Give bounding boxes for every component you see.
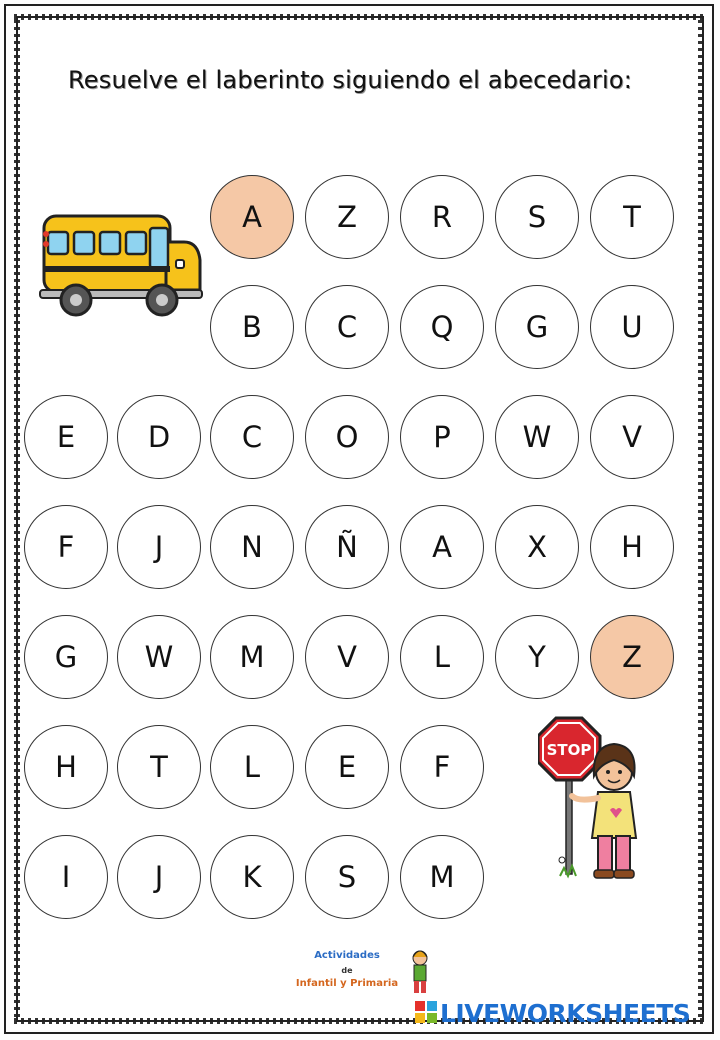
maze-cell[interactable]: S <box>305 835 389 919</box>
girl-stop-sign-icon <box>538 714 642 884</box>
stop-sign-text: STOP <box>546 741 592 759</box>
maze-cell[interactable]: W <box>495 395 579 479</box>
maze-cell[interactable]: Y <box>495 615 579 699</box>
worksheet-title: Resuelve el laberinto siguiendo el abecedario: <box>67 66 632 94</box>
liveworksheets-brand <box>414 996 710 1030</box>
maze-cell[interactable]: J <box>117 505 201 589</box>
maze-cell[interactable]: O <box>305 395 389 479</box>
maze-cell[interactable]: W <box>117 615 201 699</box>
maze-cell[interactable]: S <box>495 175 579 259</box>
maze-cell[interactable]: P <box>400 395 484 479</box>
maze-cell[interactable]: I <box>24 835 108 919</box>
maze-cell[interactable]: B <box>210 285 294 369</box>
maze-cell-end[interactable]: Z <box>590 615 674 699</box>
maze-cell[interactable]: V <box>305 615 389 699</box>
maze-cell[interactable]: Q <box>400 285 484 369</box>
logo-line-3: Infantil y Primaria <box>295 978 399 989</box>
maze-cell[interactable]: Z <box>305 175 389 259</box>
logo-line-2: de <box>341 966 353 975</box>
maze-cell[interactable]: M <box>210 615 294 699</box>
maze-cell[interactable]: F <box>400 725 484 809</box>
brand-text: LIVEWORKSHEETS <box>440 998 691 1028</box>
child-mascot-icon <box>406 948 434 996</box>
maze-cell[interactable]: N <box>210 505 294 589</box>
maze-cell[interactable]: T <box>590 175 674 259</box>
publisher-logo <box>282 948 442 1000</box>
maze-cell-start[interactable]: A <box>210 175 294 259</box>
maze-cell[interactable]: F <box>24 505 108 589</box>
maze-cell[interactable]: G <box>495 285 579 369</box>
maze-cell[interactable]: Ñ <box>305 505 389 589</box>
liveworksheets-logo-icon <box>414 999 440 1027</box>
maze-cell[interactable]: U <box>590 285 674 369</box>
maze-cell[interactable]: C <box>210 395 294 479</box>
maze-cell[interactable]: K <box>210 835 294 919</box>
maze-cell[interactable]: R <box>400 175 484 259</box>
logo-line-1: Actividades <box>314 950 380 961</box>
maze-cell[interactable]: H <box>24 725 108 809</box>
school-bus-icon <box>36 208 204 323</box>
maze-cell[interactable]: J <box>117 835 201 919</box>
maze-cell[interactable]: T <box>117 725 201 809</box>
maze-cell[interactable]: X <box>495 505 579 589</box>
maze-cell[interactable]: L <box>400 615 484 699</box>
maze-cell[interactable]: E <box>24 395 108 479</box>
maze-cell[interactable]: C <box>305 285 389 369</box>
maze-cell[interactable]: E <box>305 725 389 809</box>
maze-cell[interactable]: A <box>400 505 484 589</box>
maze-cell[interactable]: L <box>210 725 294 809</box>
maze-cell[interactable]: M <box>400 835 484 919</box>
maze-cell[interactable]: H <box>590 505 674 589</box>
maze-cell[interactable]: G <box>24 615 108 699</box>
maze-cell[interactable]: D <box>117 395 201 479</box>
maze-cell[interactable]: V <box>590 395 674 479</box>
